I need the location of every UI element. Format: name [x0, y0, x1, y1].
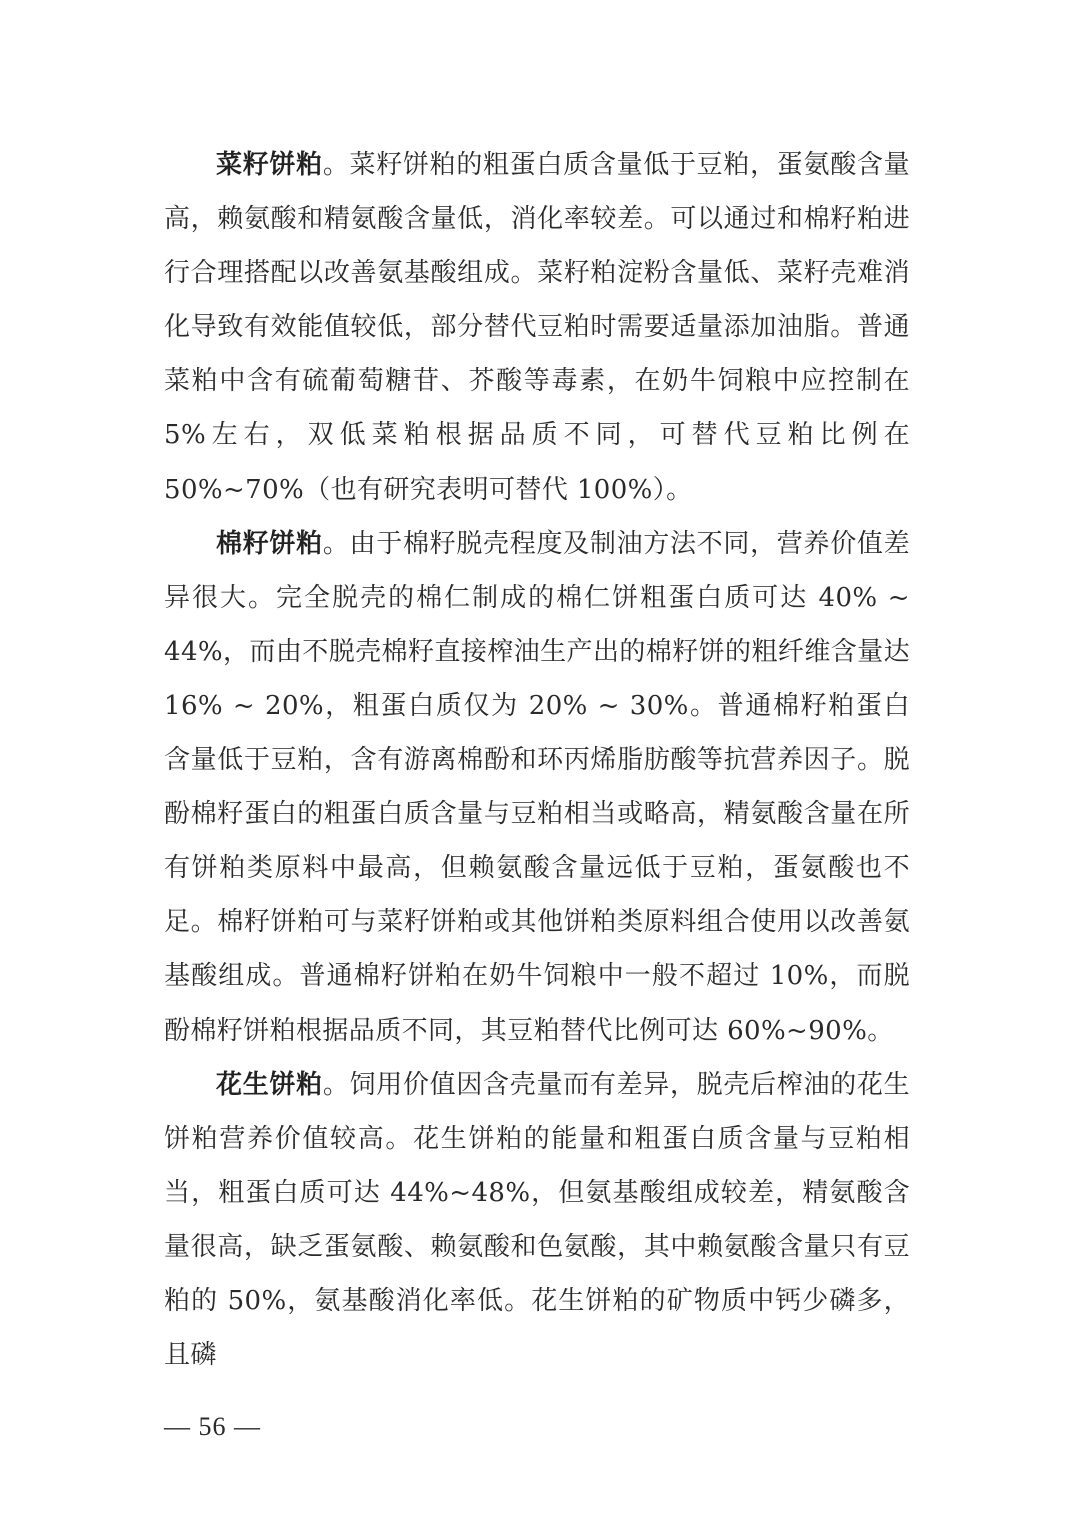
paragraph-text: 。菜籽饼粕的粗蛋白质含量低于豆粕，蛋氨酸含量高，赖氨酸和精氨酸含量低，消化率较差。可以通过和棉籽粕进行合理搭配以改善氨基酸组成。菜籽粕淀粉含量低、菜籽壳难消化导致有效能值较低，部分替代豆粕时需要适量添加油脂。普通菜粕中含有硫葡萄糖苷、芥酸等毒素，在奶牛饲粮中应控制在5%左右，双低菜粕根据品质不同，可替代豆粕比例在 50%~70%（也有研究表明可替代 100%）。: [164, 150, 910, 505]
document-body: [164, 138, 910, 1382]
term-rapeseed-meal: 菜籽饼粕: [216, 150, 323, 180]
paragraph-cottonseed-meal: [164, 517, 910, 1058]
paragraph-peanut-meal: [164, 1058, 910, 1383]
term-cottonseed-meal: 棉籽饼粕: [216, 528, 323, 559]
paragraph-text: 。由于棉籽脱壳程度及制油方法不同，营养价值差异很大。完全脱壳的棉仁制成的棉仁饼粗蛋白质可达 40% ~ 44%，而由不脱壳棉籽直接榨油生产出的棉籽饼的粗纤维含量达 16% ~ 20%，粗蛋白质仅为 20% ~ 30%。普通棉籽粕蛋白含量低于豆粕，含有游离棉酚和环丙烯脂肪酸等抗营养因子。脱酚棉籽蛋白的粗蛋白质含量与豆粕相当或略高，精氨酸含量在所有饼粕类原料中最高，但赖氨酸含量远低于豆粕，蛋氨酸也不足。棉籽饼粕可与菜籽饼粕或其他饼粕类原料组合使用以改善氨基酸组成。普通棉籽饼粕在奶牛饲粮中一般不超过 10%，而脱酚棉籽饼粕根据品质不同，其豆粕替代比例可达 60%~90%。: [164, 528, 910, 1046]
paragraph-text: 。饲用价值因含壳量而有差异，脱壳后榨油的花生饼粕营养价值较高。花生饼粕的能量和粗蛋白质含量与豆粕相当，粗蛋白质可达 44%~48%，但氨基酸组成较差，精氨酸含量很高，缺乏蛋氨酸、赖氨酸和色氨酸，其中赖氨酸含量只有豆粕的 50%，氨基酸消化率低。花生饼粕的矿物质中钙少磷多，且磷: [164, 1069, 910, 1371]
page-number: — 56 —: [164, 1412, 261, 1441]
term-peanut-meal: 花生饼粕: [216, 1069, 323, 1100]
paragraph-rapeseed-meal: [164, 138, 910, 517]
